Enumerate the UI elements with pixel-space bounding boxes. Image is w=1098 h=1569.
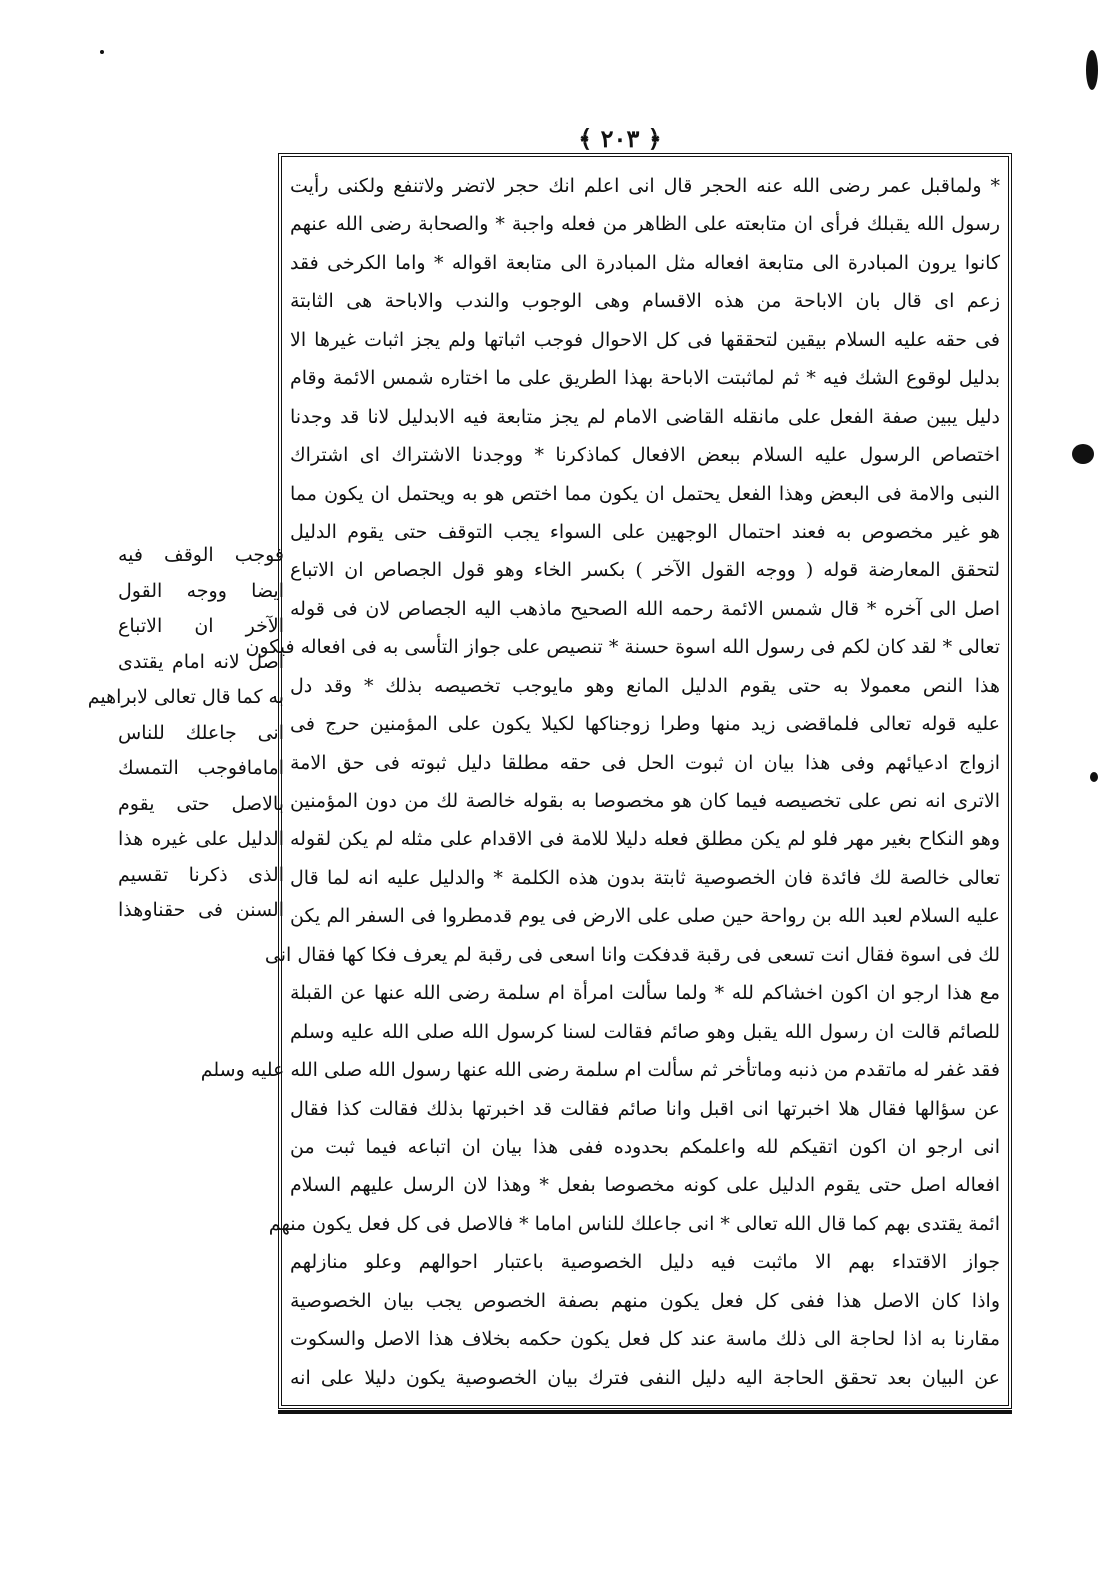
ink-blot <box>1072 444 1094 464</box>
ink-blot <box>1086 50 1098 90</box>
margin-note-line: بالاصل حتى يقوم <box>118 792 284 815</box>
text-line: وهو النكاح بغير مهر فلو لم يكن مطلق فعله دليلا للامة فى الاقدام على مثله لم يكن لقوله <box>290 828 1000 851</box>
text-line: اختصاص الرسول عليه السلام ببعض الافعال كماذكرنا * ووجدنا الاشتراك اى اشتراك <box>290 444 1000 467</box>
margin-note-line: اصل لانه امام يقتدى <box>118 650 284 673</box>
text-line: الاترى انه نص على تخصيصه فيما كان هو مخصوصا به بقوله خالصة لك من دون المؤمنين <box>290 790 1000 812</box>
margin-note-line: السنن فى حقناوهذا <box>118 899 284 921</box>
text-line: * ولماقبل عمر رضى الله عنه الحجر قال انى اعلم انك حجر لاتضر ولاتنفع ولكنى رأيت <box>290 175 1000 197</box>
text-line: انى ارجو ان اكون اتقيكم لله واعلمكم بحدوده ففى هذا بيان ان اتباعه فيما ثبت من <box>290 1135 1000 1158</box>
margin-note <box>87 538 284 929</box>
text-line: زعم اى قال بان الاباحة من هذه الاقسام وهى الوجوب والندب والاباحة هى الثابتة <box>290 290 1000 313</box>
text-line: ازواج ادعيائهم وفى هذا بيان ان ثبوت الحل فى حقه مطلقا دليل ثبوته فى حق الامة <box>290 751 1000 774</box>
margin-note-line: امامافوجب التمسك <box>118 757 284 779</box>
text-line: تعالى * لقد كان لكم فى رسول الله اسوة حسنة * تنصيص على جواز التأسى به فى افعاله فيكون <box>245 636 1000 659</box>
text-line: هذا النص معمولا به حتى يقوم الدليل المانع وهو مايوجب تخصيصه بذلك * وقد دل <box>290 674 1000 697</box>
text-line: للصائم قالت ان رسول الله يقبل وهو صائم فقالت لسنا كرسول الله صلى الله عليه وسلم <box>290 1020 1000 1043</box>
text-line: عن سؤالها فقال هلا اخبرتها انى اقبل وانا صائم فقالت قد اخبرتها بذلك فقالت كذا فقال <box>290 1097 1000 1120</box>
margin-note-line: فوجب الوقف فيه <box>118 544 284 566</box>
text-line: عن البيان بعد تحقق الحاجة اليه دليل النفى فترك بيان الخصوصية يكون دليلا على انه <box>290 1366 1000 1389</box>
text-line: واذا كان الاصل هذا ففى كل فعل يكون منهم بصفة الخصوص يجب بيان الخصوصية <box>290 1289 1000 1312</box>
text-line: اصل الى آخره * قال شمس الائمة رحمه الله الصحيح ماذهب اليه الجصاص لان فى قوله <box>290 597 1000 620</box>
ink-dot <box>100 50 104 54</box>
text-line: رسول الله يقبلك فرأى ان متابعته على الظاهر من فعله واجبة * والصحابة رضى الله عنهم <box>290 213 1000 236</box>
ink-blot <box>1090 772 1098 782</box>
text-line: افعاله اصل حتى يقوم الدليل على كونه مخصوصا بفعل * وهذا لان الرسل عليهم السلام <box>290 1174 1000 1197</box>
margin-note-line: به كما قال تعالى لابراهيم <box>87 686 284 708</box>
text-line: فقد غفر له ماتقدم من ذنبه وماتأخر ثم سألت ام سلمة رضى الله عنها رسول الله صلى الله عليه وسلم <box>200 1059 1000 1082</box>
margin-note-line: الذى ذكرنا تقسيم <box>118 863 284 886</box>
margin-note-line: الآخر ان الاتباع <box>118 615 284 637</box>
text-line: لتحقق المعارضة قوله ( ووجه القول الآخر ) بكسر الخاء وهو قول الجصاص ان الاتباع <box>290 559 1000 582</box>
text-line: مع هذا ارجو ان اكون اخشاكم لله * ولما سألت امرأة ام سلمة رضى الله عنها عن القبلة <box>290 982 1000 1005</box>
margin-note-line: الدليل على غيره هذا <box>118 828 284 850</box>
text-line: تعالى خالصة لك فائدة فان الخصوصية ثابتة بدون هذه الكلمة * والدليل عليه انه لما قال <box>290 866 1000 889</box>
text-line: ائمة يقتدى بهم كما قال الله تعالى * انى جاعلك للناس اماما * فالاصل فى كل فعل يكون منهم <box>268 1212 1000 1235</box>
text-line: بدليل لوقوع الشك فيه * ثم لماثبتت الاباحة بهذا الطريق على ما اختاره شمس الائمة وقام <box>290 367 1000 390</box>
text-line: لك فى اسوة فقال انت تسعى فى رقبة قدفكت وانا اسعى فى رقبة لم يعرف فكا كها فقال انى <box>264 943 1000 966</box>
margin-note-line: ايضا ووجه القول <box>118 579 284 602</box>
margin-note-line: انى جاعلك للناس <box>118 721 284 744</box>
text-line: فى حقه عليه السلام بيقين لتحققها فى كل الاحوال فوجب اثباتها ولم يجز اثبات غيرها الا <box>290 328 1000 351</box>
text-line: النبى والامة فى البعض وهذا الفعل يحتمل ان يكون مما اختص هو به ويحتمل ان يكون مما <box>290 482 1000 505</box>
page-number: ﴿ ٢٠٣ ﴾ <box>578 124 662 153</box>
text-line: دليل يبين صفة الفعل على مانقله القاضى الامام لم يجز متابعة فيه الابدليل لانا قد وجدنا <box>290 405 1000 428</box>
text-line: كانوا يرون المبادرة الى متابعة افعاله مثل المبادرة الى متابعة اقواله * واما الكرخى فقد <box>290 251 1000 274</box>
text-line: عليه قوله تعالى فلماقضى زيد منها وطرا زوجناكها لكيلا يكون على المؤمنين حرج فى <box>290 713 1000 736</box>
text-line: عليه السلام لعبد الله بن رواحة حين صلى على الارض فى يوم قدمطروا فى السفر الم يكن <box>290 905 1000 928</box>
text-line: جواز الاقتداء بهم الا ماثبت فيه دليل الخصوصية باعتبار احوالهم وعلو منازلهم <box>290 1251 1000 1274</box>
text-line: هو غير مخصوص به فعند احتمال الوجهين على السواء يجب التوقف حتى يقوم الدليل <box>290 520 1000 543</box>
text-line: مقارنا به اذا لحاجة الى ذلك ماسة عند كل فعل يكون حكمه بخلاف هذا الاصل والسكوت <box>290 1328 1000 1351</box>
